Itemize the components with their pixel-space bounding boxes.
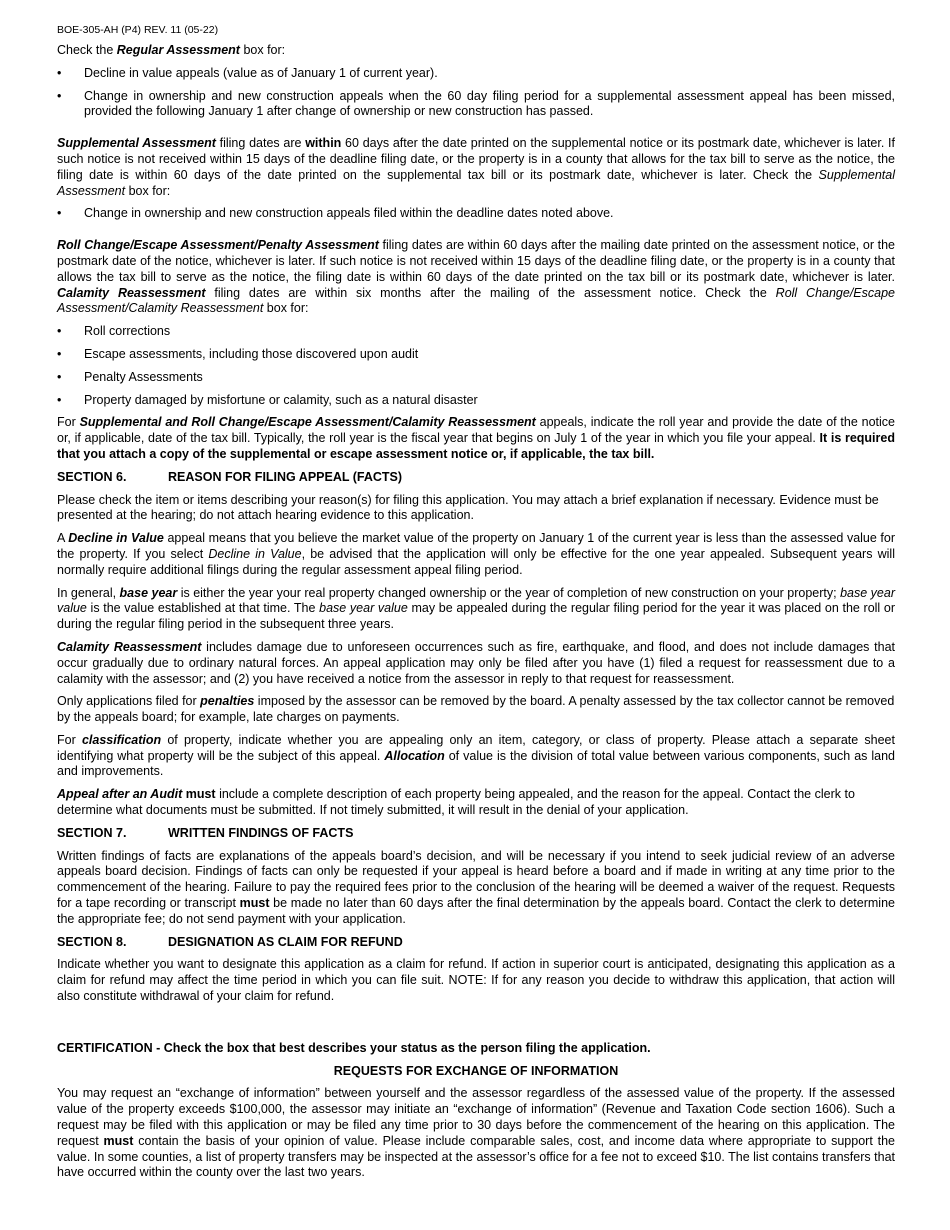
section-8-heading: SECTION 8. DESIGNATION AS CLAIM FOR REFUND [57, 934, 403, 949]
section-6-intro: Please check the item or items describing your reason(s) for filing this application. You may attach a brief explanation if necessary. Evidence must be presented at the hearing; do not attach hearing evidence to this application. [57, 492, 879, 523]
list-item: • Change in ownership and new construction appeals when the 60 day filing period for a supplemental assessment appeal has been missed, provided the following January 1 after change of ownership or new construction has passed. [57, 89, 895, 121]
section-7-heading: SECTION 7. WRITTEN FINDINGS OF FACTS [57, 825, 354, 840]
calamity-reassessment-paragraph: Calamity Reassessment includes damage due to unforeseen occurrences such as fire, earthquake, and flood, and does not include damages that occur gradually due to ordinary natural forces. An appeal application may only be filed after you have (1) filed a request for reassessment due to a calamity with the assessor; and (2) you have received a notice from the assessor in reply to that request for reassessment. [57, 639, 895, 686]
list-item: • Penalty Assessments [57, 370, 895, 386]
decline-in-value-paragraph: A Decline in Value appeal means that you believe the market value of the property on January 1 of the current year is less than the assessed value for the property. If you select Decline in Value, be advised that the application will only be effective for the one year appealed. Subsequent years will normally require additional filings during the regular assessment appeal filing period. [57, 531, 896, 577]
supplemental-assessment-paragraph: Supplemental Assessment filing dates are within 60 days after the date printed on the supplemental notice or its postmark date, whichever is later. If such notice is not received within 15 days of the deadline filing date, or the property is in a county that allows for the tax bill to serve as the notice, the filing date is within 60 days of the date printed on the supplemental tax bill or its postmark date, whichever is later. Check the Supplemental Assessment box for: [57, 136, 895, 198]
list-item: • Decline in value appeals (value as of January 1 of current year). [57, 66, 895, 82]
roll-year-paragraph: For Supplemental and Roll Change/Escape Assessment/Calamity Reassessment appeals, indicate the roll year and provide the date of the notice or, if applicable, date of the tax bill. Typically, the roll year is the fiscal year that begins on July 1 of the year in which you file your appeal. It is required that you attach a copy of the supplemental or escape assessment notice or, if applicable, the tax bill. [57, 415, 895, 461]
penalties-paragraph: Only applications filed for penalties imposed by the assessor can be removed by the board. A penalty assessed by the tax collector cannot be removed by the appeals board; for example, late charges on payments. [57, 694, 895, 725]
list-item: • Change in ownership and new construction appeals filed within the deadline dates noted above. [57, 206, 895, 222]
audit-paragraph: Appeal after an Audit must include a complete description of each property being appealed, and the reason for the appeal. Contact the clerk to determine what documents must be submitted. If not timely submitted, it will result in the denial of your application. [57, 787, 855, 818]
regular-assessment-intro: Check the Regular Assessment box for: [57, 43, 286, 57]
list-item: • Escape assessments, including those discovered upon audit [57, 347, 895, 363]
regular-assessment-list [57, 66, 895, 120]
classification-paragraph: For classification of property, indicate whether you are appealing only an item, category, or class of property. Please attach a separate sheet identifying what property will be the subject of this appeal. Allocation of value is the division of total value between various components, such as land and improvements. [57, 732, 895, 779]
section-8-paragraph: Indicate whether you want to designate this application as a claim for refund. If action in superior court is anticipated, designating this application as a claim for refund may affect the time period in which you can file suit. NOTE: If for any reason you decide to withdraw this application, that action will also constitute withdrawal of your claim for refund. [57, 957, 895, 1004]
exchange-heading: REQUESTS FOR EXCHANGE OF INFORMATION [333, 1063, 619, 1078]
base-year-paragraph: In general, base year is either the year your real property changed ownership or the year of completion of new construction on your property; base year value is the value established at that time. The base year value may be appealed during the regular filing period for the year it was placed on the roll or during the regular filing period in the subsequent three years. [57, 585, 895, 632]
roll-change-paragraph: Roll Change/Escape Assessment/Penalty Assessment filing dates are within 60 days after the mailing date printed on the assessment notice, or the postmark date of the notice, whichever is later. If such notice is not received within 15 days of the deadline filing date, or the property is in a county that allows the tax bill to serve as the notice, the filing date is within 60 days of the date printed on the tax bill or its postmark date, whichever is later. Calamity Reassessment filing dates are within six months after the mailing of the assessment notice. Check the Roll Change/Escape Assessment/Calamity Reassessment box for: [57, 238, 895, 316]
document-page [57, 24, 895, 1188]
list-item: • Property damaged by misfortune or calamity, such as a natural disaster [57, 393, 895, 409]
form-number: BOE-305-AH (P4) REV. 11 (05-22) [57, 24, 219, 36]
supplemental-assessment-list [57, 206, 895, 222]
certification-heading: CERTIFICATION - Check the box that best describes your status as the person filing the application. [57, 1040, 651, 1055]
section-6-heading: SECTION 6. REASON FOR FILING APPEAL (FACTS) [57, 469, 403, 484]
exchange-paragraph: You may request an “exchange of information” between yourself and the assessor regardless of the assessed value of the property. If the assessed value of the property exceeds $100,000, the assessor may initiate an “exchange of information” (Revenue and Taxation Code section 1606). Such a request may be filed with this application or may be filed any time prior to 30 days before the commencement of the hearing on this application. The request must contain the basis of your opinion of value. Please include comparable sales, cost, and income data where appropriate to support the value. In some counties, a list of property transfers may be inspected at the assessor’s office for a fee not to exceed $10. The list contains transfers that have occurred within the county over the last two years. [57, 1086, 895, 1180]
roll-change-list [57, 324, 895, 408]
section-7-paragraph: Written findings of facts are explanations of the appeals board’s decision, and will be necessary if you intend to seek judicial review of an adverse appeals board decision. Findings of facts can only be requested if your appeal is heard before a board and if made in writing at any time prior to the commencement of the hearing. Failure to pay the required fees prior to the conclusion of the hearing will be deemed a waiver of the request. Requests for a tape recording or transcript must be made no later than 60 days after the final determination by the appeals board. Contact the clerk to determine the appropriate fee; do not send payment with your application. [57, 848, 895, 926]
list-item: • Roll corrections [57, 324, 895, 340]
